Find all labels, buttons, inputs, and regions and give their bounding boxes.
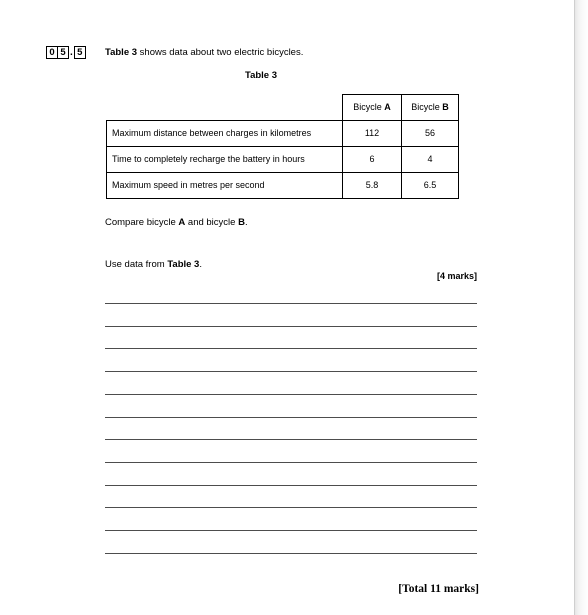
- question-intro: [105, 47, 303, 58]
- use-data-table-ref: Table 3: [167, 259, 200, 270]
- answer-line[interactable]: [105, 417, 477, 418]
- compare-instruction: [105, 217, 248, 228]
- row-label: Time to completely recharge the battery in hours: [107, 146, 343, 172]
- cell-bicycle-a: 6: [343, 146, 402, 172]
- bicycle-data-table: [106, 94, 459, 199]
- total-marks: [Total 11 marks]: [398, 583, 479, 595]
- intro-text: shows data about two electric bicycles.: [137, 47, 304, 58]
- use-data-text: .: [199, 259, 202, 270]
- answer-line[interactable]: [105, 326, 477, 327]
- answer-line[interactable]: [105, 530, 477, 531]
- row-label: Maximum speed in metres per second: [107, 172, 343, 198]
- table-row: [107, 120, 459, 146]
- question-digit-box: 5: [58, 46, 69, 59]
- question-number: [46, 46, 86, 59]
- answer-line[interactable]: [105, 303, 477, 304]
- page-edge-shadow: [574, 0, 588, 615]
- cell-bicycle-b: 4: [402, 146, 459, 172]
- header-prefix: Bicycle: [353, 102, 385, 113]
- answer-line[interactable]: [105, 507, 477, 508]
- answer-line[interactable]: [105, 394, 477, 395]
- cell-bicycle-b: 6.5: [402, 172, 459, 198]
- answer-line[interactable]: [105, 462, 477, 463]
- table-row: [107, 146, 459, 172]
- question-part-box: 5: [74, 46, 86, 59]
- row-label: Maximum distance between charges in kilometres: [107, 120, 343, 146]
- table-caption: Table 3: [244, 70, 278, 81]
- column-header-bicycle-b: [402, 95, 459, 121]
- compare-letter-a: A: [178, 217, 186, 228]
- table-row: [107, 172, 459, 198]
- use-data-text: Use data from: [105, 259, 168, 270]
- use-data-instruction: [105, 259, 202, 270]
- marks-label: [4 marks]: [436, 271, 477, 281]
- header-letter: A: [384, 102, 391, 113]
- header-prefix: Bicycle: [411, 102, 443, 113]
- answer-line[interactable]: [105, 348, 477, 349]
- compare-text: .: [244, 217, 248, 228]
- column-header-bicycle-a: [343, 95, 402, 121]
- table-header-row: [107, 95, 459, 121]
- compare-letter-b: B: [238, 217, 245, 228]
- answer-line[interactable]: [105, 371, 477, 372]
- compare-text: Compare bicycle: [105, 217, 179, 228]
- compare-text: and bicycle: [185, 217, 239, 228]
- answer-line[interactable]: [105, 439, 477, 440]
- cell-bicycle-a: 5.8: [343, 172, 402, 198]
- answer-line[interactable]: [105, 553, 477, 554]
- intro-table-ref: Table 3: [105, 47, 138, 58]
- table-corner-cell: [107, 95, 343, 121]
- answer-line[interactable]: [105, 485, 477, 486]
- cell-bicycle-b: 56: [402, 120, 459, 146]
- header-letter: B: [442, 102, 449, 113]
- question-digit-box: 0: [46, 46, 58, 59]
- cell-bicycle-a: 112: [343, 120, 402, 146]
- question-separator: .: [70, 47, 73, 58]
